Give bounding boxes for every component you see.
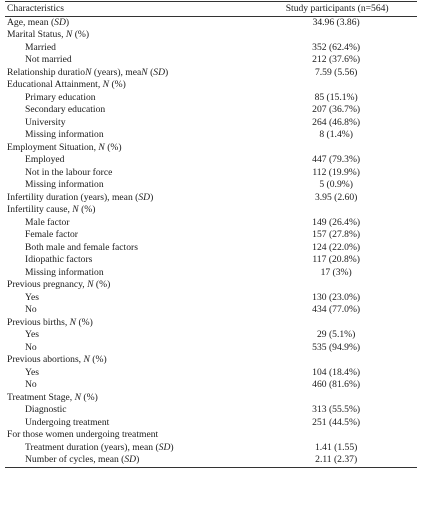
label-italic-part: SD [158, 441, 171, 453]
row-sublabel [5, 179, 255, 192]
label-part: Missing information [25, 179, 104, 190]
label-part: (%) [93, 279, 111, 290]
row-value [255, 429, 417, 442]
row-label [5, 192, 255, 205]
row-sublabel [5, 267, 255, 280]
label-part: Marital Status, [7, 29, 66, 40]
row-sublabel [5, 379, 255, 392]
row-value: 3.95 (2.60) [314, 191, 358, 203]
row-value: 460 (81.6%) [312, 379, 361, 390]
label-italic-part: N [98, 141, 105, 153]
table-row [5, 192, 417, 205]
row-sublabel [5, 54, 255, 67]
row-value: 112 (19.9%) [312, 166, 360, 178]
table-row [5, 179, 417, 192]
row-value: 149 (26.4%) [312, 216, 361, 228]
row-value [255, 317, 417, 330]
row-sublabel [5, 254, 255, 267]
label-part: (%) [89, 354, 107, 365]
table-row [5, 367, 417, 380]
label-part: No [25, 304, 37, 315]
label-part: Male factor [25, 216, 70, 228]
header-study-participants: Study participants (n=564) [255, 2, 417, 17]
row-value: 2.11 (2.37) [255, 454, 417, 467]
table-row [5, 417, 417, 430]
row-sublabel [5, 92, 255, 105]
label-part: ( [147, 66, 154, 78]
table-row [5, 404, 417, 417]
row-value: 7.59 (5.56) [314, 66, 358, 78]
label-part: Previous abortions, [7, 354, 84, 365]
table-row [5, 79, 417, 92]
row-sublabel [5, 104, 255, 117]
label-part: (years), mea [91, 66, 142, 78]
row-sublabel [5, 442, 255, 455]
label-part: ) [65, 16, 70, 28]
row-sublabel [5, 117, 255, 130]
row-value: 535 (94.9%) [312, 341, 361, 353]
row-value: 212 (37.6%) [312, 54, 361, 65]
row-value [255, 392, 417, 405]
label-italic-part: N [65, 29, 73, 40]
row-value: 313 (55.5%) [312, 404, 361, 415]
label-part: (%) [104, 141, 122, 153]
row-sublabel [5, 417, 255, 430]
table-row [5, 217, 417, 230]
label-part: Educational Attainment, [7, 79, 103, 90]
label-italic-part: N [87, 279, 94, 290]
label-part: Married [25, 41, 56, 53]
table-row [5, 354, 417, 367]
table-row [5, 204, 417, 217]
table-row [5, 104, 417, 117]
row-sublabel [5, 304, 255, 317]
row-value: 207 (36.7%) [312, 104, 361, 115]
table-row [5, 129, 417, 142]
table-row [5, 16, 417, 29]
label-part: Age, mean ( [7, 16, 55, 28]
row-value: 17 (3%) [320, 266, 352, 278]
table-row [5, 279, 417, 292]
characteristics-table [5, 1, 417, 468]
row-value: 29 (5.1%) [316, 329, 356, 340]
label-italic-part: SD [138, 191, 151, 203]
row-value: 434 (77.0%) [312, 304, 361, 315]
row-value: 1.41 (1.55) [314, 441, 358, 453]
row-sublabel [5, 217, 255, 230]
label-part: ) [150, 191, 154, 203]
row-value: 5 (0.9%) [319, 179, 353, 190]
row-value: 34.96 (3.86) [312, 16, 360, 28]
row-sublabel [5, 167, 255, 180]
table-row [5, 454, 417, 467]
row-sublabel [5, 404, 255, 417]
label-part: Not married [25, 54, 72, 65]
table-row [5, 317, 417, 330]
label-italic-part: N [72, 204, 79, 215]
table-row [5, 329, 417, 342]
label-part: Missing information [25, 266, 104, 278]
table-header [5, 2, 417, 17]
table-row [5, 154, 417, 167]
label-part: ) [170, 441, 174, 453]
row-value [255, 142, 417, 155]
label-italic-part: N [141, 66, 148, 78]
row-sublabel [5, 154, 255, 167]
label-italic-part: SD [54, 16, 66, 28]
row-label [5, 29, 255, 42]
row-value: 117 (20.8%) [312, 254, 360, 265]
table-row [5, 92, 417, 105]
label-part: Yes [25, 291, 39, 303]
table-row [5, 29, 417, 42]
row-label [5, 279, 255, 292]
label-part: No [25, 341, 37, 353]
row-sublabel [5, 342, 255, 355]
row-sublabel [5, 229, 255, 242]
label-part: Yes [25, 329, 39, 340]
label-italic-part: N [102, 79, 110, 90]
row-value: 85 (15.1%) [314, 91, 358, 103]
row-value: 157 (27.8%) [312, 229, 361, 240]
label-italic-part: N [69, 316, 77, 328]
label-part: (%) [76, 316, 93, 328]
row-label [5, 429, 255, 442]
label-part: Employed [25, 154, 65, 165]
row-value: 264 (46.8%) [312, 116, 361, 128]
row-value: 352 (62.4%) [312, 41, 361, 53]
row-value [255, 354, 417, 367]
table-row [5, 229, 417, 242]
row-sublabel [5, 242, 255, 255]
table-row [5, 167, 417, 180]
table-row [5, 304, 417, 317]
label-italic-part: N [85, 66, 92, 78]
label-part: Employment Situation, [7, 141, 99, 153]
table-row [5, 342, 417, 355]
row-label [5, 16, 255, 29]
row-label [5, 392, 255, 405]
label-part: Previous pregnancy, [7, 279, 88, 290]
label-part: No [25, 379, 37, 390]
row-label [5, 79, 255, 92]
table-row [5, 42, 417, 55]
table-row [5, 254, 417, 267]
label-italic-part: SD [124, 454, 137, 465]
row-value: 124 (22.0%) [312, 241, 361, 253]
row-value: 130 (23.0%) [312, 291, 361, 303]
row-label [5, 317, 255, 330]
label-part: Female factor [25, 229, 79, 240]
table-row [5, 67, 417, 80]
label-italic-part: N [83, 354, 90, 365]
label-part: Number of cycles, mean ( [25, 454, 125, 465]
label-part: Previous births, [7, 316, 70, 328]
row-value: 104 (18.4%) [312, 366, 361, 378]
label-part: ) [136, 454, 140, 465]
row-label [5, 354, 255, 367]
label-part: Missing information [25, 129, 104, 140]
label-part: (%) [81, 391, 98, 403]
label-part: Not in the labour force [25, 166, 113, 178]
table-row [5, 442, 417, 455]
row-value [255, 279, 417, 292]
label-part: ) [165, 66, 169, 78]
label-part: Both male and female factors [25, 241, 138, 253]
characteristics-table-container [5, 1, 417, 468]
label-part: For those women undergoing treatment [7, 429, 159, 440]
row-value: 251 (44.5%) [312, 416, 361, 428]
table-row [5, 117, 417, 130]
row-label [5, 204, 255, 217]
label-part: Infertility cause, [7, 204, 73, 215]
table-row [5, 379, 417, 392]
table-row [5, 267, 417, 280]
label-part: Primary education [25, 91, 96, 103]
header-characteristics: Characteristics [5, 2, 255, 17]
label-part: Treatment duration (years), mean ( [25, 441, 159, 453]
label-part: Diagnostic [25, 404, 67, 415]
row-label [5, 142, 255, 155]
row-label [5, 67, 255, 80]
table-row [5, 142, 417, 155]
row-sublabel [5, 129, 255, 142]
label-part: (%) [78, 204, 96, 215]
label-part: Treatment Stage, [7, 391, 75, 403]
table-row [5, 54, 417, 67]
row-sublabel [5, 329, 255, 342]
row-value [255, 79, 417, 92]
label-part: (%) [109, 79, 126, 90]
row-value [255, 29, 417, 42]
row-value [255, 204, 417, 217]
row-value: 447 (79.3%) [312, 154, 361, 165]
table-row [5, 429, 417, 442]
label-part: University [25, 116, 66, 128]
label-part: Yes [25, 366, 39, 378]
label-part: Undergoing treatment [25, 416, 110, 428]
row-value: 8 (1.4%) [319, 129, 353, 140]
header-row [5, 2, 417, 17]
label-part: (%) [72, 29, 90, 40]
table-row [5, 292, 417, 305]
row-sublabel [5, 454, 255, 467]
label-italic-part: SD [153, 66, 166, 78]
label-part: Relationship duratio [7, 66, 86, 78]
row-sublabel [5, 42, 255, 55]
label-part: Secondary education [25, 104, 106, 115]
label-italic-part: N [74, 391, 81, 403]
table-row [5, 392, 417, 405]
label-part: Idiopathic factors [25, 254, 93, 265]
table-body [5, 16, 417, 467]
label-part: Infertility duration (years), mean ( [7, 191, 139, 203]
row-sublabel [5, 292, 255, 305]
table-row [5, 242, 417, 255]
row-sublabel [5, 367, 255, 380]
